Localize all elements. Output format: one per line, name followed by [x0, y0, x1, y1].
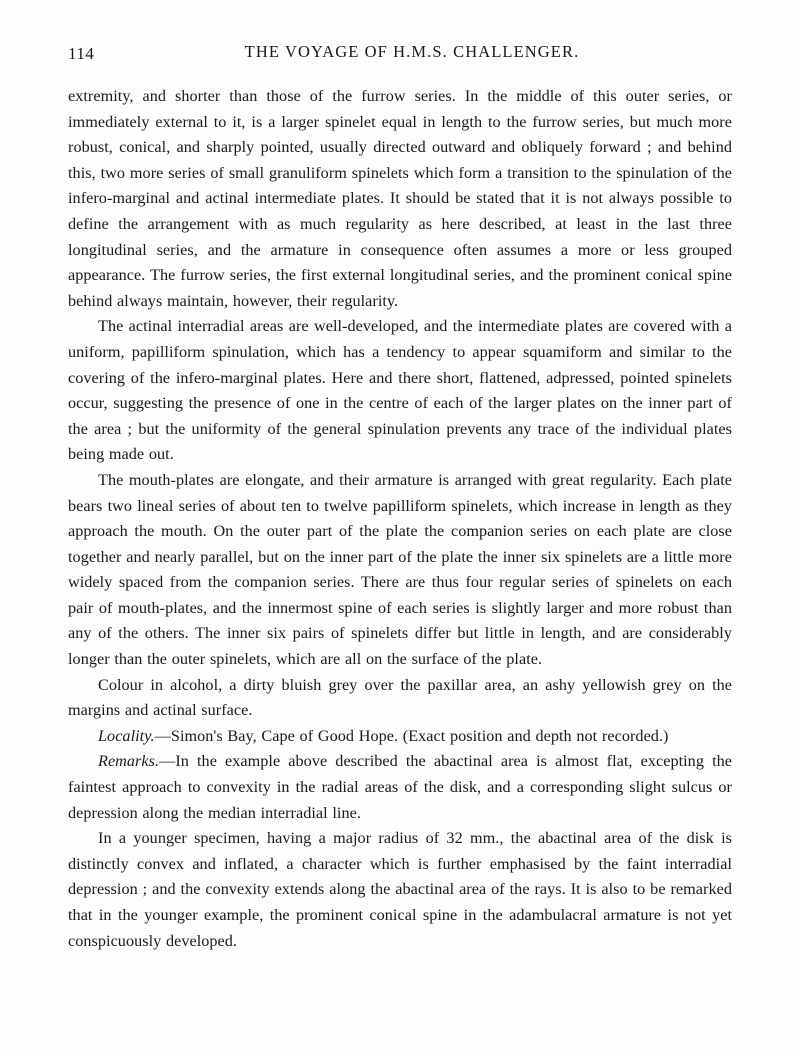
- paragraph-5-locality: [68, 724, 732, 750]
- remarks-label: Remarks.: [98, 752, 160, 771]
- locality-label: Locality.: [98, 726, 155, 745]
- running-head: THE VOYAGE OF H.M.S. CHALLENGER.: [244, 42, 580, 61]
- paragraph-7: In a younger specimen, having a major radius of 32 mm., the abactinal area of the disk is distinctly convex and inflated, a character which is further emphasised by the faint interradial depression ; and the convexity extends along the abactinal area of the rays. It is also to be remarked that in the younger example, the prominent conical spine in the adambulacral armature is not yet conspicuously developed.: [68, 829, 732, 950]
- paragraph-6-remarks: [68, 749, 732, 826]
- paragraph-3: The mouth-plates are elongate, and their armature is arranged with great regularity. Each plate bears two lineal series of about ten to twelve papilliform spinelets, which increase in length as they approach the mouth. On the outer part of the plate the companion series on each plate are close together and nearly parallel, but on the inner part of the plate the inner six spinelets are a little more widely spaced from the companion series. There are thus four regular series of spinelets on each pair of mouth-plates, and the innermost spine of each series is slightly larger and more robust than any of the others. The inner six pairs of spinelets differ but little in length, and are considerably longer than the outer spinelets, which are all on the surface of the plate.: [68, 470, 732, 669]
- paragraph-4: Colour in alcohol, a dirty bluish grey over the paxillar area, an ashy yellowish grey on the margins and actinal surface.: [68, 675, 732, 720]
- page-header: [68, 42, 732, 66]
- page-number: 114: [68, 44, 95, 63]
- locality-text: —Simon's Bay, Cape of Good Hope. (Exact position and depth not recorded.): [154, 726, 669, 745]
- paragraph-1: extremity, and shorter than those of the furrow series. In the middle of this outer series, or immediately external to it, is a larger spinelet equal in length to the furrow series, but much more robust, conical, and sharply pointed, usually directed outward and obliquely forward ; and behind this, two more series of small granuliform spinelets which form a transition to the spinulation of the infero-marginal and actinal intermediate plates. It should be stated that it is not always possible to define the arrangement with as much regularity as here described, at least in the last three longitudinal series, and the armature in consequence often assumes a more or less grouped appearance. The furrow series, the first external longitudinal series, and the prominent conical spine behind always maintain, however, their regularity.: [68, 87, 732, 310]
- page-body: [68, 84, 732, 954]
- paragraph-2: The actinal interradial areas are well-developed, and the intermediate plates are covered with a uniform, papilliform spinulation, which has a tendency to appear squamiform and similar to the covering of the infero-marginal plates. Here and there short, flattened, adpressed, pointed spinelets occur, suggesting the presence of one in the centre of each of the larger plates on the inner part of the area ; but the uniformity of the general spinulation prevents any trace of the individual plates being made out.: [68, 317, 732, 464]
- remarks-text: —In the example above described the abactinal area is almost flat, excepting the faintest approach to convexity in the radial areas of the disk, and a corresponding slight sulcus or depression along the median interradial line.: [68, 752, 732, 822]
